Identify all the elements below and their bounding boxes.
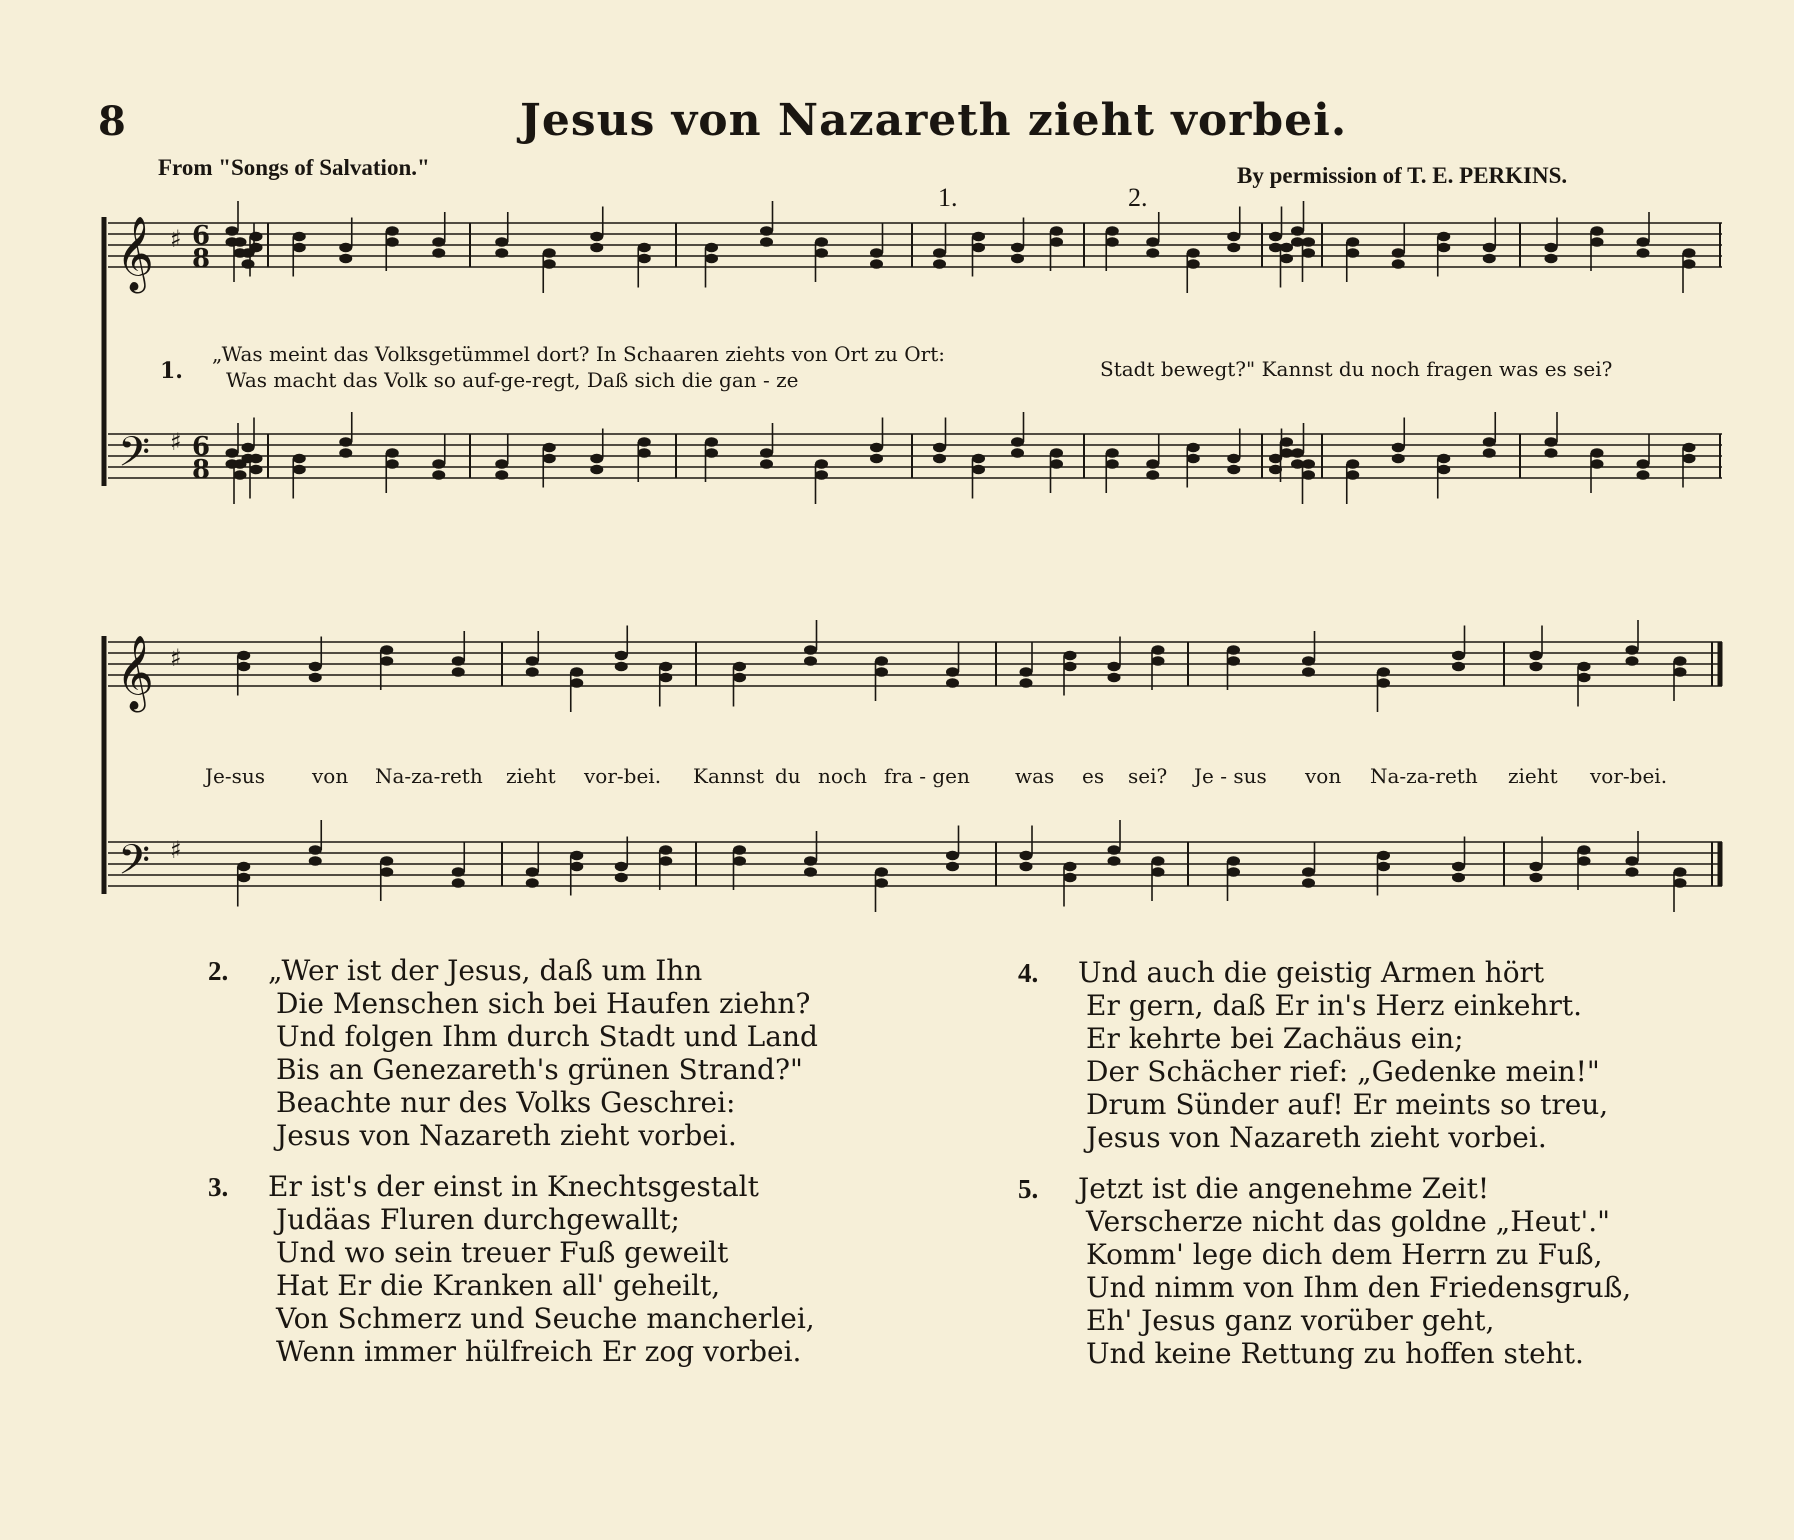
note-head — [543, 259, 556, 269]
time-signature: 8 — [192, 455, 211, 485]
lyric-word: Je-sus — [205, 764, 266, 788]
note-head — [432, 237, 445, 247]
note-head — [234, 470, 247, 480]
note-head — [1291, 226, 1304, 236]
verse-line: Und nimm von Ihm den Friedensgruß, — [1086, 1271, 1632, 1304]
note-head — [875, 867, 888, 877]
note-head — [815, 237, 828, 247]
note-head — [570, 851, 583, 861]
note-head — [1227, 867, 1240, 877]
note-head — [804, 856, 817, 866]
lyric-word: von — [1305, 764, 1342, 788]
note-head — [293, 465, 306, 475]
note-head — [1591, 237, 1604, 247]
note-head — [339, 448, 352, 458]
note-head — [659, 662, 672, 672]
note-head — [1377, 678, 1390, 688]
verse-line: Bis an Genezareth's grünen Strand?" — [276, 1053, 803, 1086]
note-head — [237, 862, 250, 872]
note-head — [870, 248, 883, 258]
note-head — [638, 243, 651, 253]
note-head — [1674, 878, 1687, 888]
note-head — [1683, 443, 1696, 453]
note-head — [590, 243, 603, 253]
note-head — [1578, 662, 1591, 672]
lyric-word: du — [775, 764, 801, 788]
note-head — [760, 459, 773, 469]
note-head — [250, 465, 263, 475]
note-head — [1302, 237, 1315, 247]
note-head — [1674, 867, 1687, 877]
note-head — [250, 232, 263, 242]
verse-number: 3. — [208, 1172, 229, 1202]
lyric-word: fra - gen — [884, 764, 970, 788]
note-head — [1108, 845, 1121, 855]
note-head — [1227, 656, 1240, 666]
note-head — [380, 656, 393, 666]
note-head — [1578, 856, 1591, 866]
note-head — [1064, 662, 1077, 672]
note-head — [293, 243, 306, 253]
verse-line: Drum Sünder auf! Er meints so treu, — [1086, 1088, 1609, 1121]
verse-line: Der Schächer rief: „Gedenke mein!" — [1086, 1055, 1600, 1088]
note-head — [1392, 248, 1405, 258]
note-head — [1011, 243, 1024, 253]
note-head — [1146, 237, 1159, 247]
note-head — [1108, 673, 1121, 683]
verse-line: Er gern, daß Er in's Herz einkehrt. — [1086, 989, 1583, 1022]
note-head — [1106, 226, 1119, 236]
note-head — [339, 243, 352, 253]
note-head — [226, 448, 239, 458]
note-head — [1683, 259, 1696, 269]
note-head — [590, 465, 603, 475]
note-head — [526, 667, 539, 677]
verse-number: 5. — [1018, 1174, 1039, 1204]
note-head — [452, 667, 465, 677]
note-head — [1626, 645, 1639, 655]
note-head — [1187, 259, 1200, 269]
verse-number: 2. — [208, 956, 229, 986]
note-head — [1064, 651, 1077, 661]
note-head — [1545, 437, 1558, 447]
note-head — [815, 459, 828, 469]
note-head — [1452, 862, 1465, 872]
key-signature: ♯ — [170, 428, 182, 456]
verse-line: Jesus von Nazareth zieht vorbei. — [276, 1119, 737, 1152]
key-signature: ♯ — [170, 225, 182, 253]
lyric-word: zieht — [506, 764, 556, 788]
page-title: Jesus von Nazareth zieht vorbei. — [520, 95, 1348, 146]
note-head — [226, 226, 239, 236]
note-head — [1377, 862, 1390, 872]
verse-line: Und folgen Ihm durch Stadt und Land — [276, 1020, 818, 1053]
note-head — [1530, 862, 1543, 872]
note-head — [1452, 662, 1465, 672]
note-head — [1152, 656, 1165, 666]
note-head — [380, 856, 393, 866]
lyrics-verse-label: 1. — [160, 358, 183, 384]
note-head — [638, 448, 651, 458]
note-head — [339, 437, 352, 447]
lyrics-line-b: Was macht das Volk so auf-ge-regt, Daß sich die gan - ze — [226, 368, 799, 392]
note-head — [1377, 851, 1390, 861]
note-head — [1674, 667, 1687, 677]
verse-line: Die Menschen sich bei Haufen ziehn? — [276, 987, 811, 1020]
bass-clef: 𝄢 — [118, 836, 151, 894]
note-head — [875, 878, 888, 888]
lyric-word: Kannst — [693, 764, 764, 788]
note-head — [615, 651, 628, 661]
note-head — [615, 662, 628, 672]
verse-4-text — [1078, 956, 1608, 1154]
verse-line: Und keine Rettung zu hoffen steht. — [1086, 1337, 1584, 1370]
note-head — [526, 867, 539, 877]
note-head — [1187, 248, 1200, 258]
note-head — [570, 667, 583, 677]
note-head — [733, 845, 746, 855]
note-head — [1346, 248, 1359, 258]
note-head — [590, 232, 603, 242]
note-head — [1545, 448, 1558, 458]
note-head — [1483, 254, 1496, 264]
verse-line: Und wo sein treuer Fuß geweilt — [276, 1236, 729, 1269]
note-head — [705, 254, 718, 264]
note-head — [615, 873, 628, 883]
note-head — [386, 448, 399, 458]
verse-line: Eh' Jesus ganz vorüber geht, — [1086, 1304, 1495, 1337]
note-head — [570, 862, 583, 872]
note-head — [1020, 667, 1033, 677]
note-head — [1187, 443, 1200, 453]
verse-line: Verscherze nicht das goldne „Heut'." — [1086, 1205, 1611, 1238]
second-ending-label: 2. — [1128, 183, 1148, 212]
note-head — [1483, 448, 1496, 458]
note-head — [1626, 856, 1639, 866]
time-signature: 6 — [192, 221, 211, 251]
lyric-word: vor-bei. — [1590, 764, 1668, 788]
note-head — [1227, 856, 1240, 866]
note-head — [1637, 470, 1650, 480]
note-head — [1591, 226, 1604, 236]
note-head — [432, 470, 445, 480]
note-head — [1291, 448, 1304, 458]
note-head — [543, 248, 556, 258]
lyric-word: Na-za-reth — [1370, 764, 1478, 788]
note-head — [242, 259, 255, 269]
note-head — [1674, 656, 1687, 666]
note-head — [1302, 878, 1315, 888]
note-head — [1591, 459, 1604, 469]
note-head — [870, 259, 883, 269]
note-head — [495, 248, 508, 258]
time-signature: 6 — [192, 432, 211, 462]
note-head — [309, 673, 322, 683]
note-head — [1530, 662, 1543, 672]
note-head — [526, 656, 539, 666]
page-number: 8 — [98, 98, 126, 145]
verse-3-text — [268, 1170, 815, 1368]
lyric-word: Je - sus — [1194, 764, 1267, 788]
note-head — [495, 237, 508, 247]
note-head — [1437, 465, 1450, 475]
note-head — [1146, 459, 1159, 469]
verse-2-text — [268, 954, 818, 1152]
note-head — [760, 448, 773, 458]
note-head — [733, 662, 746, 672]
note-head — [250, 243, 263, 253]
verse-line: Und auch die geistig Armen hört — [1078, 956, 1545, 989]
note-head — [1020, 851, 1033, 861]
note-head — [1545, 243, 1558, 253]
lyric-word: sei? — [1128, 764, 1168, 788]
note-head — [339, 254, 352, 264]
first-ending-label: 1. — [938, 183, 958, 212]
note-head — [659, 845, 672, 855]
note-head — [870, 443, 883, 453]
note-head — [659, 673, 672, 683]
note-head — [972, 465, 985, 475]
note-head — [432, 459, 445, 469]
note-head — [237, 662, 250, 672]
verse-line: Jesus von Nazareth zieht vorbei. — [1086, 1121, 1547, 1154]
note-head — [309, 662, 322, 672]
note-head — [1545, 254, 1558, 264]
note-head — [1452, 651, 1465, 661]
note-head — [1302, 656, 1315, 666]
note-head — [1280, 243, 1293, 253]
note-head — [638, 254, 651, 264]
note-head — [1578, 673, 1591, 683]
verse-line: „Wer ist der Jesus, daß um Ihn — [268, 954, 703, 987]
lyric-word: zieht — [1508, 764, 1558, 788]
note-head — [1011, 437, 1024, 447]
verse-line: Jetzt ist die angenehme Zeit! — [1078, 1172, 1490, 1205]
note-head — [1050, 226, 1063, 236]
note-head — [1302, 867, 1315, 877]
note-head — [1064, 862, 1077, 872]
verse-line: Er kehrte bei Zachäus ein; — [1086, 1022, 1464, 1055]
note-head — [1346, 459, 1359, 469]
lyric-word: noch — [818, 764, 868, 788]
note-head — [250, 454, 263, 464]
note-head — [1152, 645, 1165, 655]
note-head — [1302, 667, 1315, 677]
note-head — [705, 448, 718, 458]
lyric-word: vor-bei. — [584, 764, 662, 788]
note-head — [946, 862, 959, 872]
note-head — [1187, 454, 1200, 464]
note-head — [1626, 656, 1639, 666]
note-head — [870, 454, 883, 464]
note-head — [1437, 232, 1450, 242]
note-head — [1452, 873, 1465, 883]
note-head — [760, 226, 773, 236]
note-head — [659, 856, 672, 866]
note-head — [1020, 678, 1033, 688]
verse-line: Er ist's der einst in Knechtsgestalt — [268, 1170, 759, 1203]
note-head — [1106, 448, 1119, 458]
verse-line: Komm' lege dich dem Herrn zu Fuß, — [1086, 1238, 1603, 1271]
note-head — [1152, 867, 1165, 877]
note-head — [933, 248, 946, 258]
note-head — [1392, 454, 1405, 464]
note-head — [1227, 645, 1240, 655]
note-head — [1146, 248, 1159, 258]
note-head — [570, 678, 583, 688]
note-head — [972, 243, 985, 253]
note-head — [1683, 454, 1696, 464]
permission-credit: By permission of T. E. PERKINS. — [1237, 163, 1568, 188]
note-head — [526, 878, 539, 888]
note-head — [733, 673, 746, 683]
note-head — [386, 459, 399, 469]
note-head — [309, 856, 322, 866]
note-head — [1269, 232, 1282, 242]
note-head — [1050, 448, 1063, 458]
lyrics-line-a: „Was meint das Volksgetümmel dort? In Schaaren ziehts von Ort zu Ort: — [212, 342, 946, 366]
note-head — [242, 443, 255, 453]
note-head — [432, 248, 445, 258]
note-head — [733, 856, 746, 866]
note-head — [638, 437, 651, 447]
note-head — [1064, 873, 1077, 883]
note-head — [1020, 862, 1033, 872]
note-head — [380, 867, 393, 877]
lyric-word: von — [312, 764, 349, 788]
note-head — [234, 237, 247, 247]
note-head — [972, 232, 985, 242]
lyric-word: was — [1015, 764, 1055, 788]
note-head — [1483, 437, 1496, 447]
note-head — [386, 226, 399, 236]
note-head — [1227, 232, 1240, 242]
note-head — [452, 867, 465, 877]
note-head — [875, 667, 888, 677]
verse-line: Wenn immer hülfreich Er zog vorbei. — [276, 1335, 802, 1368]
note-head — [1637, 248, 1650, 258]
note-head — [495, 470, 508, 480]
note-head — [1227, 454, 1240, 464]
note-head — [875, 656, 888, 666]
note-head — [705, 437, 718, 447]
note-head — [815, 248, 828, 258]
note-head — [590, 454, 603, 464]
note-head — [815, 470, 828, 480]
source-credit: From "Songs of Salvation." — [158, 155, 430, 180]
time-signature: 8 — [192, 244, 211, 274]
bass-clef: 𝄢 — [118, 428, 151, 486]
note-head — [1483, 243, 1496, 253]
note-head — [1050, 237, 1063, 247]
note-head — [1346, 470, 1359, 480]
lyric-word: Na-za-reth — [375, 764, 483, 788]
note-head — [1146, 470, 1159, 480]
note-head — [452, 656, 465, 666]
note-head — [1106, 459, 1119, 469]
treble-clef: 𝄞 — [116, 217, 154, 291]
note-head — [1302, 248, 1315, 258]
note-head — [1302, 459, 1315, 469]
note-head — [1437, 243, 1450, 253]
note-head — [972, 454, 985, 464]
lyrics-line-c: Stadt bewegt?" Kannst du noch fragen was es sei? — [1100, 357, 1613, 381]
note-head — [1108, 856, 1121, 866]
note-head — [1108, 662, 1121, 672]
note-head — [293, 232, 306, 242]
note-head — [1050, 459, 1063, 469]
note-head — [760, 237, 773, 247]
note-head — [946, 851, 959, 861]
note-head — [933, 259, 946, 269]
note-head — [933, 443, 946, 453]
note-head — [615, 862, 628, 872]
note-head — [309, 845, 322, 855]
note-head — [1591, 448, 1604, 458]
note-head — [804, 867, 817, 877]
note-head — [1392, 443, 1405, 453]
note-head — [380, 645, 393, 655]
note-head — [804, 645, 817, 655]
note-head — [543, 443, 556, 453]
verse-5-text — [1078, 1172, 1631, 1370]
note-head — [1302, 470, 1315, 480]
note-head — [1011, 448, 1024, 458]
note-head — [293, 454, 306, 464]
note-head — [386, 237, 399, 247]
key-signature: ♯ — [170, 836, 182, 864]
note-head — [237, 873, 250, 883]
verse-number: 4. — [1018, 958, 1039, 988]
note-head — [1392, 259, 1405, 269]
note-head — [495, 459, 508, 469]
key-signature: ♯ — [170, 644, 182, 672]
verse-line: Beachte nur des Volks Geschrei: — [276, 1086, 736, 1119]
note-head — [933, 454, 946, 464]
note-head — [1626, 867, 1639, 877]
note-head — [1011, 254, 1024, 264]
note-head — [237, 651, 250, 661]
lyric-word: es — [1082, 764, 1105, 788]
note-head — [1280, 254, 1293, 264]
note-head — [1227, 243, 1240, 253]
note-head — [1280, 437, 1293, 447]
note-head — [804, 656, 817, 666]
verse-line: Judäas Fluren durchgewallt; — [276, 1203, 680, 1236]
note-head — [452, 878, 465, 888]
note-head — [1106, 237, 1119, 247]
note-head — [1152, 856, 1165, 866]
note-head — [946, 667, 959, 677]
note-head — [1683, 248, 1696, 258]
note-head — [1227, 465, 1240, 475]
note-head — [1578, 845, 1591, 855]
note-head — [1346, 237, 1359, 247]
note-head — [1530, 873, 1543, 883]
treble-clef: 𝄞 — [116, 636, 154, 710]
note-head — [1637, 459, 1650, 469]
note-head — [1377, 667, 1390, 677]
note-head — [1637, 237, 1650, 247]
note-head — [705, 243, 718, 253]
note-head — [946, 678, 959, 688]
verse-line: Hat Er die Kranken all' geheilt, — [276, 1269, 721, 1302]
note-head — [1530, 651, 1543, 661]
verse-line: Von Schmerz und Seuche mancherlei, — [276, 1302, 815, 1335]
note-head — [1437, 454, 1450, 464]
note-head — [543, 454, 556, 464]
